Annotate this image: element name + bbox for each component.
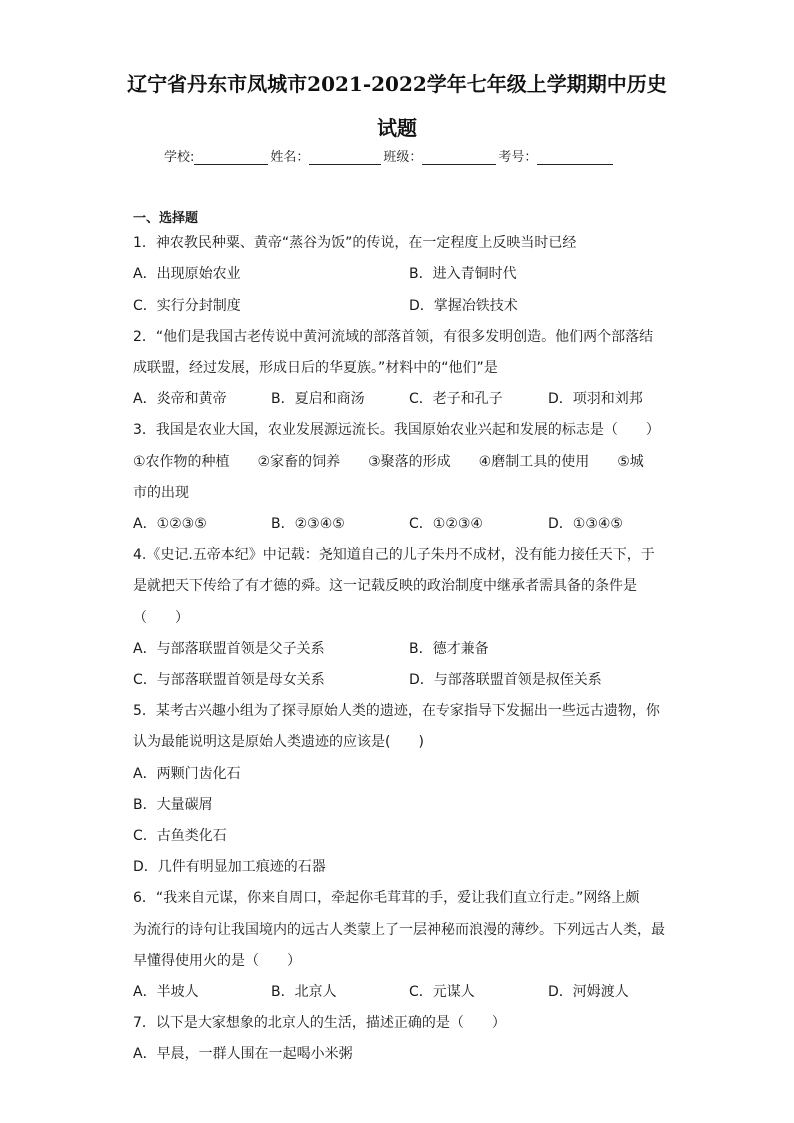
question-1-option-d: D．掌握冶铁技术 [409, 298, 518, 314]
question-2-stem-line1: 2．“他们是我国古老传说中黄河流域的部落首领，有很多发明创造。他们两个部落结 [133, 329, 654, 345]
question-1-option-b: B．进入青铜时代 [409, 266, 517, 282]
class-blank[interactable] [422, 149, 496, 165]
name-blank[interactable] [309, 149, 381, 165]
question-6-stem-line2: 为流行的诗句让我国境内的远古人类蒙上了一层神秘而浪漫的薄纱。下列远古人类，最 [133, 922, 665, 938]
question-3-option-b: B．②③④⑤ [271, 516, 345, 532]
question-2-stem-line2: 成联盟，经过发展，形成日后的华夏族。”材料中的“他们”是 [133, 360, 498, 376]
question-6-stem-line3: 早懂得使用火的是（ ） [133, 953, 301, 969]
exam-no-label: 考号： [498, 150, 538, 165]
question-4-option-b: B．德才兼备 [409, 641, 489, 657]
question-6-option-a: A．半坡人 [133, 984, 199, 1000]
question-6-option-c: C．元谋人 [409, 984, 475, 1000]
question-5-option-b: B．大量碳屑 [133, 797, 213, 813]
question-4-option-a: A．与部落联盟首领是父子关系 [133, 641, 325, 657]
question-3-option-d: D．①③④⑤ [548, 516, 623, 532]
question-3-stem-line3: 市的出现 [133, 485, 189, 501]
student-info-row [164, 146, 615, 165]
question-5-stem-line2: 认为最能说明这是原始人类遗迹的应该是( ) [133, 734, 424, 750]
question-1-option-c: C．实行分封制度 [133, 298, 241, 314]
question-4-stem-line1: 4.《史记.五帝本纪》中记载：尧知道自己的儿子朱丹不成材，没有能力接任天下，于 [133, 547, 655, 563]
name-label: 姓名： [270, 150, 310, 165]
question-5-option-c: C．古鱼类化石 [133, 828, 227, 844]
question-3-option-a: A．①②③⑤ [133, 516, 207, 532]
question-6-stem-line1: 6．“我来自元谋，你来自周口，牵起你毛茸茸的手，爱让我们直立行走。”网络上颇 [133, 890, 640, 906]
question-1-stem: 1．神农教民种粟、黄帝“蒸谷为饭”的传说，在一定程度上反映当时已经 [133, 235, 577, 251]
question-4-option-d: D．与部落联盟首领是叔侄关系 [409, 672, 602, 688]
question-6-option-b: B．北京人 [271, 984, 337, 1000]
question-3-stem-line2: ①农作物的种植 ②家畜的饲养 ③聚落的形成 ④磨制工具的使用 ⑤城 [133, 454, 644, 470]
question-6-option-d: D．河姆渡人 [548, 984, 629, 1000]
question-2-option-c: C．老子和孔子 [409, 391, 503, 407]
question-1-option-a: A．出现原始农业 [133, 266, 241, 282]
question-4-option-c: C．与部落联盟首领是母女关系 [133, 672, 325, 688]
question-2-option-b: B．夏启和商汤 [271, 391, 365, 407]
question-7-stem: 7．以下是大家想象的北京人的生活，描述正确的是（ ） [133, 1015, 506, 1031]
question-5-stem-line1: 5．某考古兴趣小组为了探寻原始人类的遗迹，在专家指导下发掘出一些远古遗物，你 [133, 703, 660, 719]
exam-title-line2: 试题 [377, 116, 417, 140]
class-label: 班级： [383, 150, 423, 165]
question-2-option-d: D．项羽和刘邦 [548, 391, 643, 407]
question-4-stem-line3: （ ） [133, 610, 189, 626]
school-label: 学校: [164, 150, 195, 165]
question-7-option-a: A．早晨，一群人围在一起喝小米粥 [133, 1046, 353, 1062]
question-5-option-d: D．几件有明显加工痕迹的石器 [133, 859, 326, 875]
question-3-option-c: C．①②③④ [409, 516, 483, 532]
question-3-stem-line1: 3．我国是农业大国，农业发展源远流长。我国原始农业兴起和发展的标志是（ ） [133, 422, 660, 438]
exam-title-line1: 辽宁省丹东市凤城市2021-2022学年七年级上学期期中历史 [127, 72, 667, 96]
question-4-stem-line2: 是就把天下传给了有才德的舜。这一记载反映的政治制度中继承者需具备的条件是 [133, 578, 637, 594]
question-2-option-a: A．炎帝和黄帝 [133, 391, 227, 407]
school-blank[interactable] [194, 149, 268, 165]
section-heading: 一、选择题 [133, 211, 199, 226]
exam-no-blank[interactable] [537, 149, 613, 165]
question-5-option-a: A．两颗门齿化石 [133, 766, 241, 782]
